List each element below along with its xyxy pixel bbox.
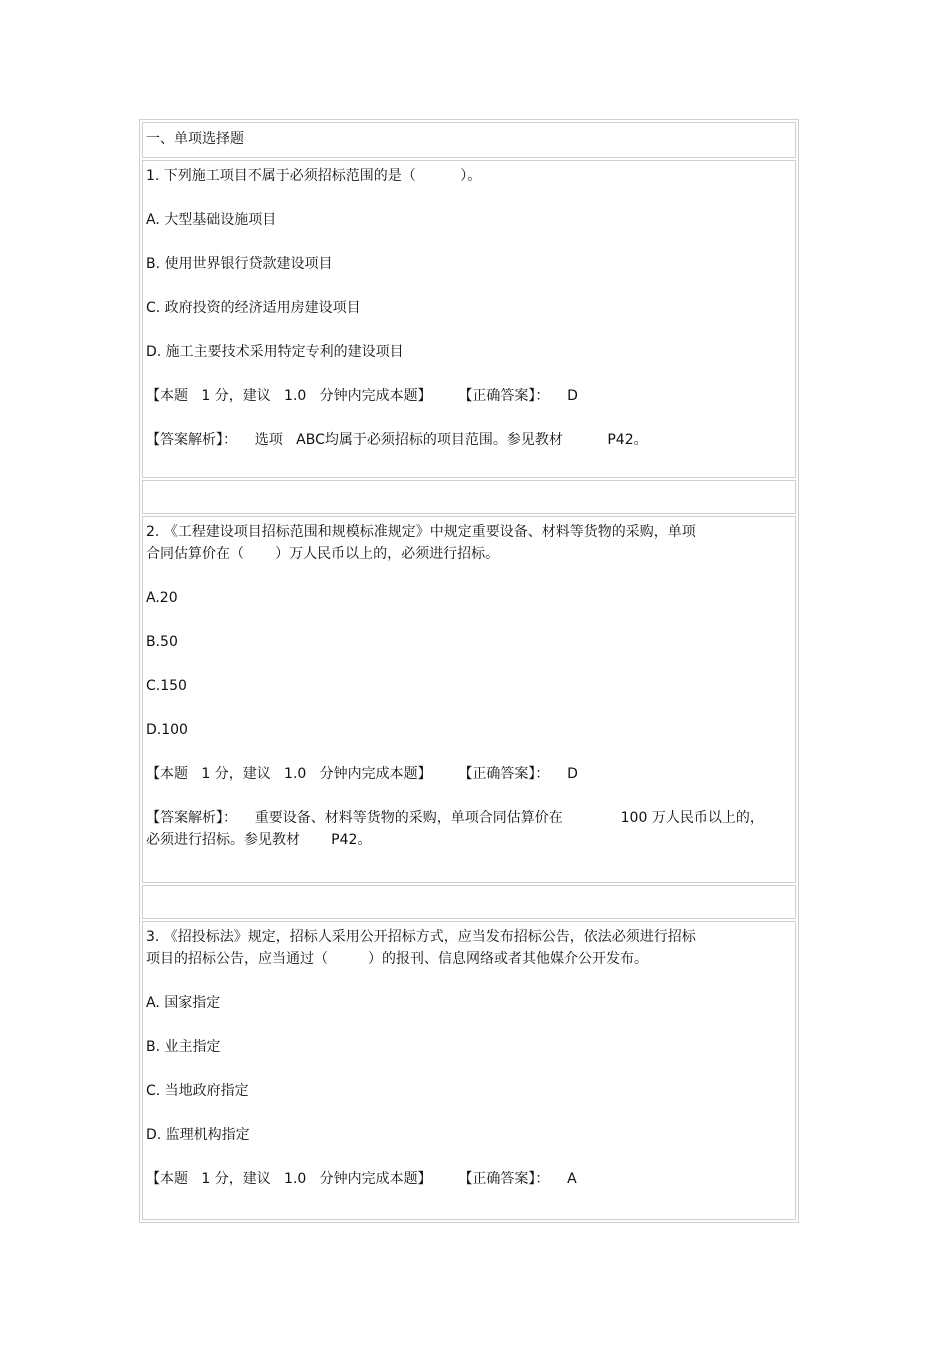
- option-d: D. 监理机构指定: [146, 1127, 250, 1143]
- option-a: A.20: [146, 590, 178, 606]
- question-stem: 3. 《招投标法》规定，招标人采用公开招标方式，应当发布招标公告，依法必须进行招标: [146, 929, 696, 945]
- section-header: [142, 122, 796, 158]
- option-d: D.100: [146, 722, 188, 738]
- question-2: [142, 516, 796, 883]
- option-a: A. 国家指定: [146, 995, 221, 1011]
- question-stem: 1. 下列施工项目不属于必须招标范围的是（ ）。: [146, 168, 482, 184]
- score-line: 【本题 1 分，建议 1.0 分钟内完成本题】 【正确答案】： A: [146, 1171, 577, 1187]
- option-c: C. 政府投资的经济适用房建设项目: [146, 300, 361, 316]
- option-b: B. 业主指定: [146, 1039, 221, 1055]
- option-b: B.50: [146, 634, 178, 650]
- question-stem-cont: 项目的招标公告，应当通过（ ）的报刊、信息网络或者其他媒介公开发布。: [146, 951, 649, 967]
- answer-analysis-cont: 必须进行招标。参见教材 P42。: [146, 832, 372, 848]
- option-a: A. 大型基础设施项目: [146, 212, 277, 228]
- option-b: B. 使用世界银行贷款建设项目: [146, 256, 333, 272]
- answer-analysis: 【答案解析】： 重要设备、材料等货物的采购，单项合同估算价在 100 万人民币以上的，: [146, 810, 764, 826]
- question-1: [142, 160, 796, 478]
- answer-analysis: 【答案解析】： 选项 ABC均属于必须招标的项目范围。参见教材 P42。: [146, 432, 648, 448]
- question-3: [142, 921, 796, 1220]
- option-d: D. 施工主要技术采用特定专利的建设项目: [146, 344, 404, 360]
- question-stem-cont: 合同估算价在（ ）万人民币以上的，必须进行招标。: [146, 546, 500, 562]
- score-line: 【本题 1 分，建议 1.0 分钟内完成本题】 【正确答案】： D: [146, 388, 578, 404]
- option-c: C. 当地政府指定: [146, 1083, 249, 1099]
- question-table: [139, 119, 799, 1223]
- spacer-row: [142, 480, 796, 514]
- question-stem: 2. 《工程建设项目招标范围和规模标准规定》中规定重要设备、材料等货物的采购，单项: [146, 524, 696, 540]
- section-title: 一、单项选择题: [146, 131, 244, 147]
- option-c: C.150: [146, 678, 187, 694]
- spacer-row: [142, 885, 796, 919]
- score-line: 【本题 1 分，建议 1.0 分钟内完成本题】 【正确答案】： D: [146, 766, 578, 782]
